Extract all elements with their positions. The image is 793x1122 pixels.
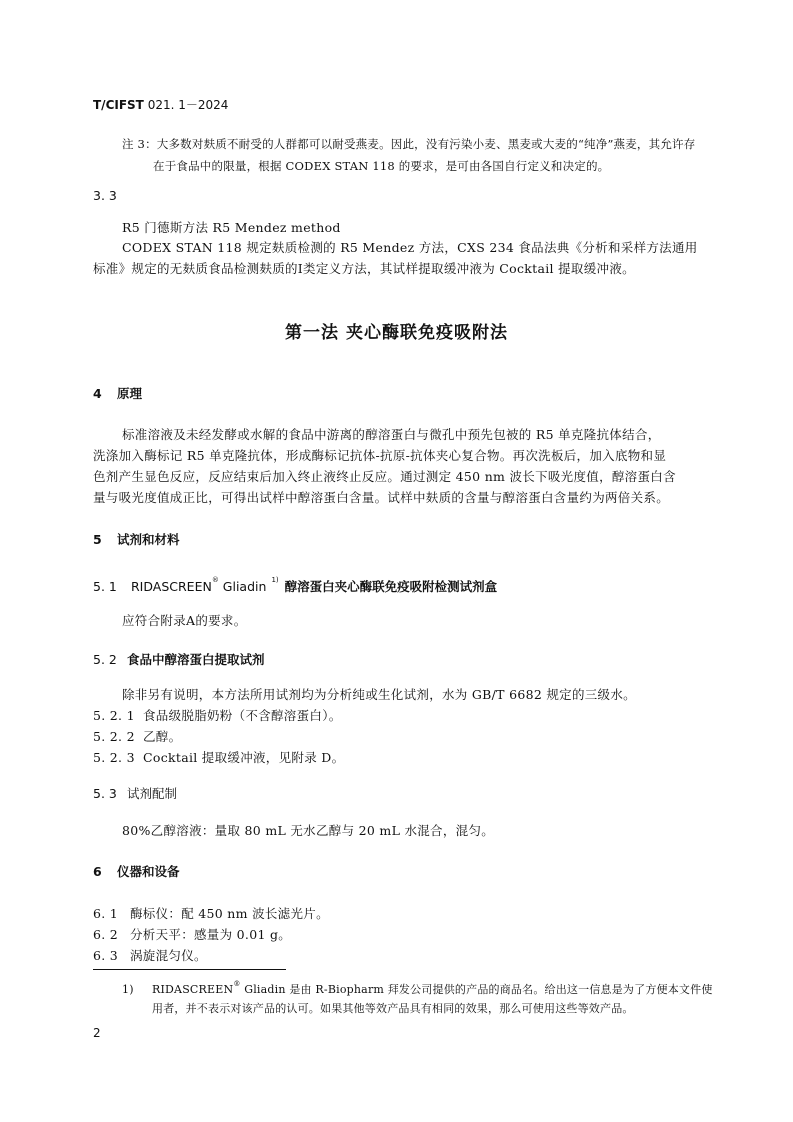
- clause-5-1-product: Gliadin: [218, 579, 267, 594]
- section-6-number: 6: [93, 864, 102, 879]
- clause-5-1-title: 醇溶蛋白夹心酶联免疫吸附检测试剂盒: [284, 579, 498, 594]
- footnote-line-1: [122, 981, 713, 997]
- page-number: 2: [93, 1026, 101, 1040]
- clause-5-2-1-number: 5. 2. 1: [93, 708, 135, 723]
- clause-5-2-3-text: Cocktail 提取缓冲液，见附录 D。: [143, 750, 345, 765]
- footnote-marker: 1): [122, 983, 134, 996]
- section-4-title: 原理: [117, 386, 143, 401]
- clause-5-1-heading: [93, 577, 497, 595]
- clause-5-2-2-number: 5. 2. 2: [93, 729, 135, 744]
- footnote-brand: RIDASCREEN: [152, 983, 234, 996]
- clause-3-3-number: 3. 3: [93, 188, 117, 203]
- section-5-heading: [93, 530, 180, 548]
- clause-5-2-1: [93, 706, 342, 724]
- section-4-line-1: 标准溶液及未经发酵或水解的食品中游离的醇溶蛋白与微孔中预先包被的 R5 单克隆抗体结合，: [122, 427, 661, 442]
- section-4-heading: [93, 384, 142, 402]
- clause-5-2-2-text: 乙醇。: [143, 729, 182, 744]
- footnote-registered-mark: ®: [233, 980, 241, 988]
- clause-5-1-brand: RIDASCREEN: [131, 579, 212, 594]
- clause-5-2-title: 食品中醇溶蛋白提取试剂: [127, 652, 265, 667]
- clause-5-2-body: 除非另有说明，本方法所用试剂均为分析纯或生化试剂，水为 GB/T 6682 规定的三级水。: [122, 687, 636, 702]
- clause-5-3-title: 试剂配制: [127, 786, 178, 801]
- note-3-line-1: 注 3：大多数对麸质不耐受的人群都可以耐受燕麦。因此，没有污染小麦、黑麦或大麦的“纯净”燕麦，其允许存: [122, 137, 696, 151]
- clause-5-3-heading: [93, 784, 177, 802]
- section-6-heading: [93, 862, 180, 880]
- clause-5-2-2: [93, 727, 181, 745]
- clause-6-3-text: 涡旋混匀仪。: [130, 948, 207, 963]
- footnote-separator: [93, 969, 286, 970]
- clause-6-1-text: 酶标仪：配 450 nm 波长滤光片。: [130, 906, 329, 921]
- footnote-line-1-text: Gliadin 是由 R-Biopharm 拜发公司提供的产品的商品名。给出这一信息是为了方便本文件使: [240, 983, 713, 996]
- clause-6-1: [93, 904, 329, 922]
- clause-5-1-body: 应符合附录A的要求。: [122, 613, 247, 628]
- clause-6-3-number: 6. 3: [93, 948, 119, 963]
- footnote-reference: 1): [271, 576, 279, 584]
- clause-6-1-number: 6. 1: [93, 906, 119, 921]
- section-4-line-4: 量与吸光度值成正比，可得出试样中醇溶蛋白含量。试样中麸质的含量与醇溶蛋白含量约为两倍关系。: [93, 490, 670, 505]
- clause-5-3-number: 5. 3: [93, 786, 117, 801]
- clause-5-2-number: 5. 2: [93, 652, 117, 667]
- clause-6-3: [93, 946, 207, 964]
- clause-5-2-1-text: 食品级脱脂奶粉（不含醇溶蛋白）。: [143, 708, 342, 723]
- section-4-number: 4: [93, 386, 102, 401]
- clause-3-3-definition-line-1: CODEX STAN 118 规定麸质检测的 R5 Mendez 方法，CXS 234 食品法典《分析和采样方法通用: [122, 240, 698, 255]
- clause-6-2-text: 分析天平：感量为 0.01 g。: [130, 927, 292, 942]
- section-4-line-3: 色剂产生显色反应，反应结束后加入终止液终止反应。通过测定 450 nm 波长下吸光度值，醇溶蛋白含: [93, 469, 676, 484]
- note-3-line-2: 在于食品中的限量，根据 CODEX STAN 118 的要求，是可由各国自行定义和决定的。: [153, 159, 610, 173]
- document-code-number: 021. 1－2024: [143, 98, 229, 112]
- clause-5-2-heading: [93, 650, 265, 668]
- section-5-number: 5: [93, 532, 102, 547]
- clause-5-2-3-number: 5. 2. 3: [93, 750, 135, 765]
- clause-3-3-term: R5 门德斯方法 R5 Mendez method: [122, 220, 341, 235]
- section-5-title: 试剂和材料: [117, 532, 180, 547]
- clause-6-2: [93, 925, 291, 943]
- clause-5-2-3: [93, 748, 344, 766]
- part-title: 第一法 夹心酶联免疫吸附法: [285, 323, 508, 343]
- document-code: [93, 96, 228, 113]
- section-4-line-2: 洗涤加入酶标记 R5 单克隆抗体，形成酶标记抗体-抗原-抗体夹心复合物。再次洗板后，加入底物和显: [93, 448, 667, 463]
- clause-5-3-body: 80%乙醇溶液：量取 80 mL 无水乙醇与 20 mL 水混合，混匀。: [122, 823, 495, 838]
- clause-5-1-number: 5. 1: [93, 579, 117, 594]
- document-code-prefix: T/CIFST: [93, 98, 144, 112]
- clause-6-2-number: 6. 2: [93, 927, 119, 942]
- section-6-title: 仪器和设备: [117, 864, 180, 879]
- registered-mark: ®: [211, 576, 219, 584]
- footnote-line-2: 用者，并不表示对该产品的认可。如果其他等效产品具有相同的效果，那么可使用这些等效产品。: [152, 1002, 634, 1015]
- clause-3-3-definition-line-2: 标准》规定的无麸质食品检测麸质的I类定义方法，其试样提取缓冲液为 Cocktail 提取缓冲液。: [93, 261, 635, 276]
